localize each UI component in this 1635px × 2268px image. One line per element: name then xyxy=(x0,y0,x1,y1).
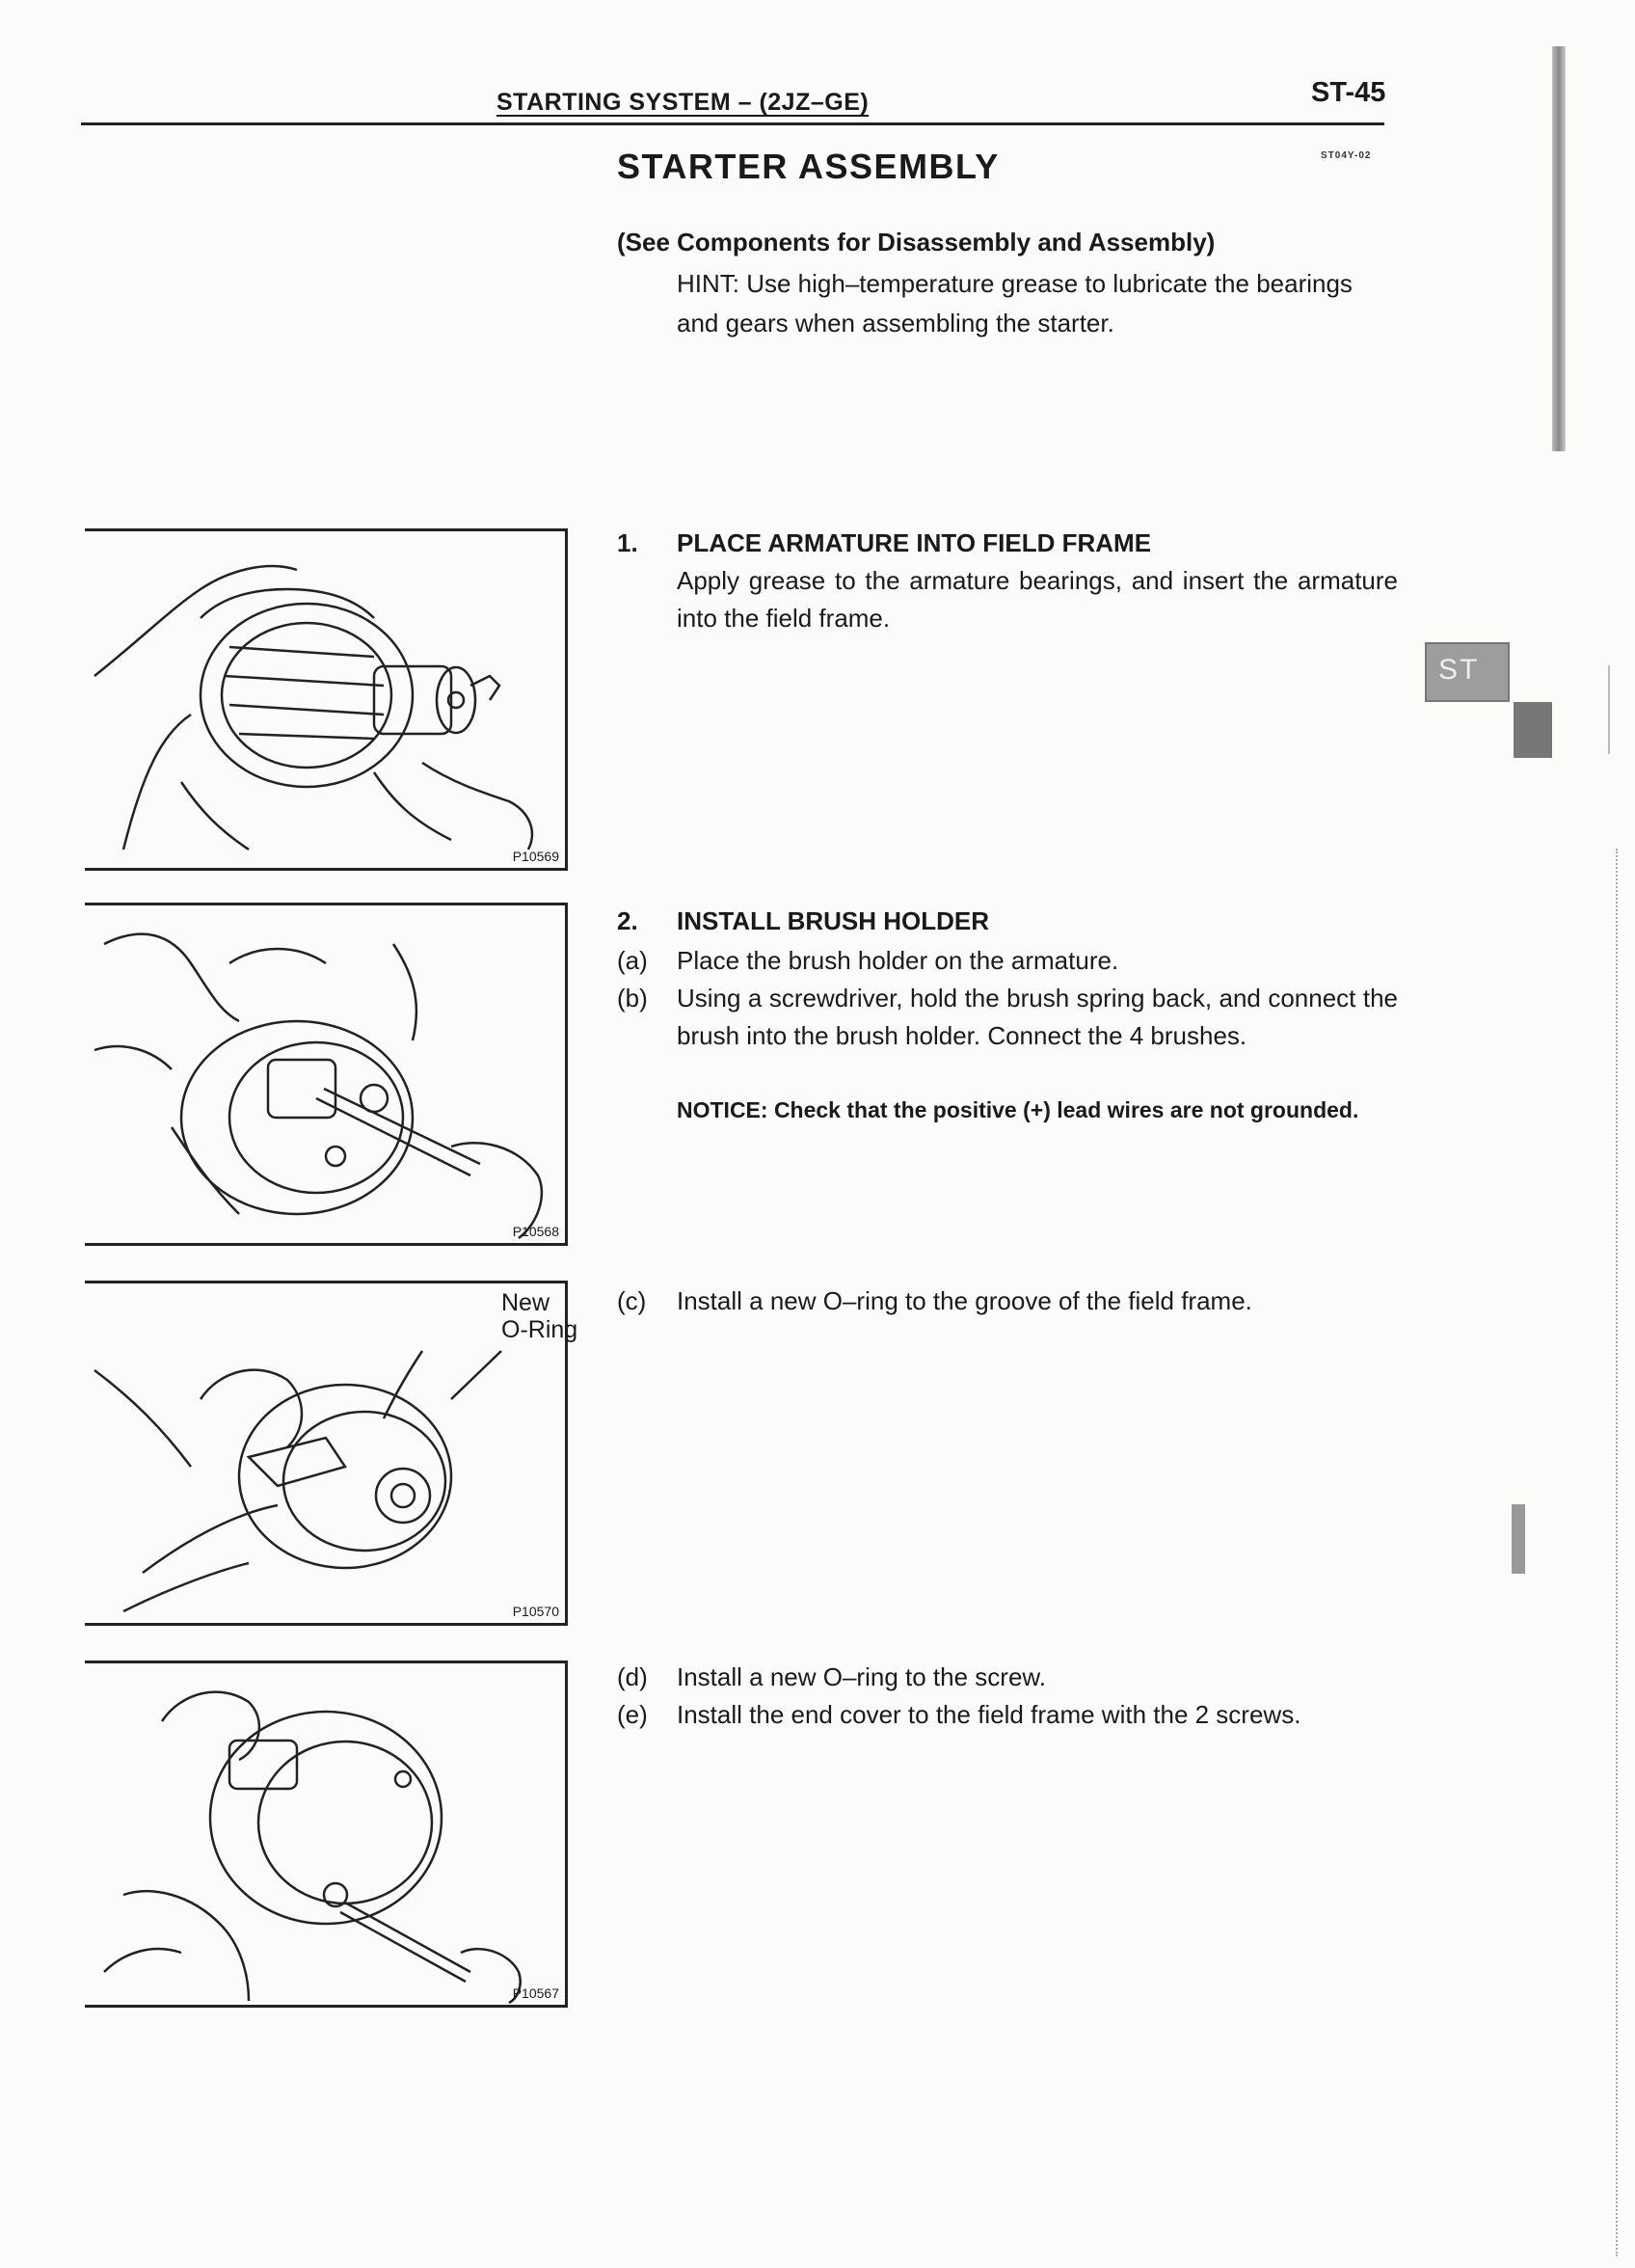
step-body: Apply grease to the armature bearings, and insert the armature into the field frame. xyxy=(677,566,1398,633)
edge-mark xyxy=(1512,1504,1525,1574)
document-code: ST04Y-02 xyxy=(1321,150,1372,161)
substep-label: (b) xyxy=(617,984,648,1012)
substep-c xyxy=(617,1282,1398,1320)
binding-edge-bar xyxy=(1552,46,1566,451)
substep-d xyxy=(617,1659,1398,1696)
callout-new-o-ring xyxy=(501,1289,577,1343)
section-title: STARTER ASSEMBLY xyxy=(617,147,1000,186)
figure-brush-holder xyxy=(85,903,568,1246)
step-number: 2. xyxy=(617,906,638,935)
running-header-title: STARTING SYSTEM – (2JZ–GE) xyxy=(496,89,870,116)
step-2 xyxy=(617,903,1398,940)
armature-illustration xyxy=(85,531,565,868)
substep-b xyxy=(617,980,1398,1055)
substep-text: Install a new O–ring to the screw. xyxy=(677,1662,1046,1691)
substep-a xyxy=(617,942,1398,980)
figure-id: P10569 xyxy=(512,849,559,864)
scan-edge-dots xyxy=(1616,849,1621,2256)
figure-armature-into-frame xyxy=(85,528,568,871)
section-hint: HINT: Use high–temperature grease to lubricate the bearings and gears when assembling the starter. xyxy=(677,269,1353,338)
notice-text: NOTICE: Check that the positive (+) lead wires are not grounded. xyxy=(677,1097,1359,1122)
substep-e xyxy=(617,1696,1398,1734)
section-tab-label: ST xyxy=(1438,654,1480,686)
step-number: 1. xyxy=(617,528,638,557)
edge-line xyxy=(1608,665,1610,754)
figure-id: P10568 xyxy=(512,1224,559,1239)
header-rule xyxy=(81,122,1384,125)
section-reference: (See Components for Disassembly and Assembly) xyxy=(617,228,1216,256)
end-cover-illustration xyxy=(85,1663,565,2005)
substep-text: Install a new O–ring to the groove of the field frame. xyxy=(677,1286,1252,1315)
page-number: ST-45 xyxy=(1311,77,1386,108)
figure-id: P10570 xyxy=(512,1604,559,1619)
substep-label: (d) xyxy=(617,1662,648,1691)
step-heading: INSTALL BRUSH HOLDER xyxy=(677,906,990,935)
substep-label: (a) xyxy=(617,946,648,975)
substep-label: (e) xyxy=(617,1700,648,1729)
figure-end-cover xyxy=(85,1660,568,2008)
figure-id: P10567 xyxy=(512,1985,559,2001)
step-1 xyxy=(617,525,1398,637)
brush-holder-illustration xyxy=(85,905,565,1243)
step-heading: PLACE ARMATURE INTO FIELD FRAME xyxy=(677,528,1152,557)
section-tab-st xyxy=(1425,642,1510,702)
substep-text: Install the end cover to the field frame with the 2 screws. xyxy=(677,1700,1301,1729)
o-ring-illustration xyxy=(85,1283,565,1623)
section-tab-shadow xyxy=(1514,702,1552,758)
substep-text: Using a screwdriver, hold the brush spring back, and connect the brush into the brush holder. Connect the 4 brushes. xyxy=(677,984,1398,1050)
substep-label: (c) xyxy=(617,1286,647,1315)
figure-new-o-ring xyxy=(85,1281,578,1626)
substep-text: Place the brush holder on the armature. xyxy=(677,946,1119,975)
callout-text: New O-Ring xyxy=(501,1289,578,1343)
